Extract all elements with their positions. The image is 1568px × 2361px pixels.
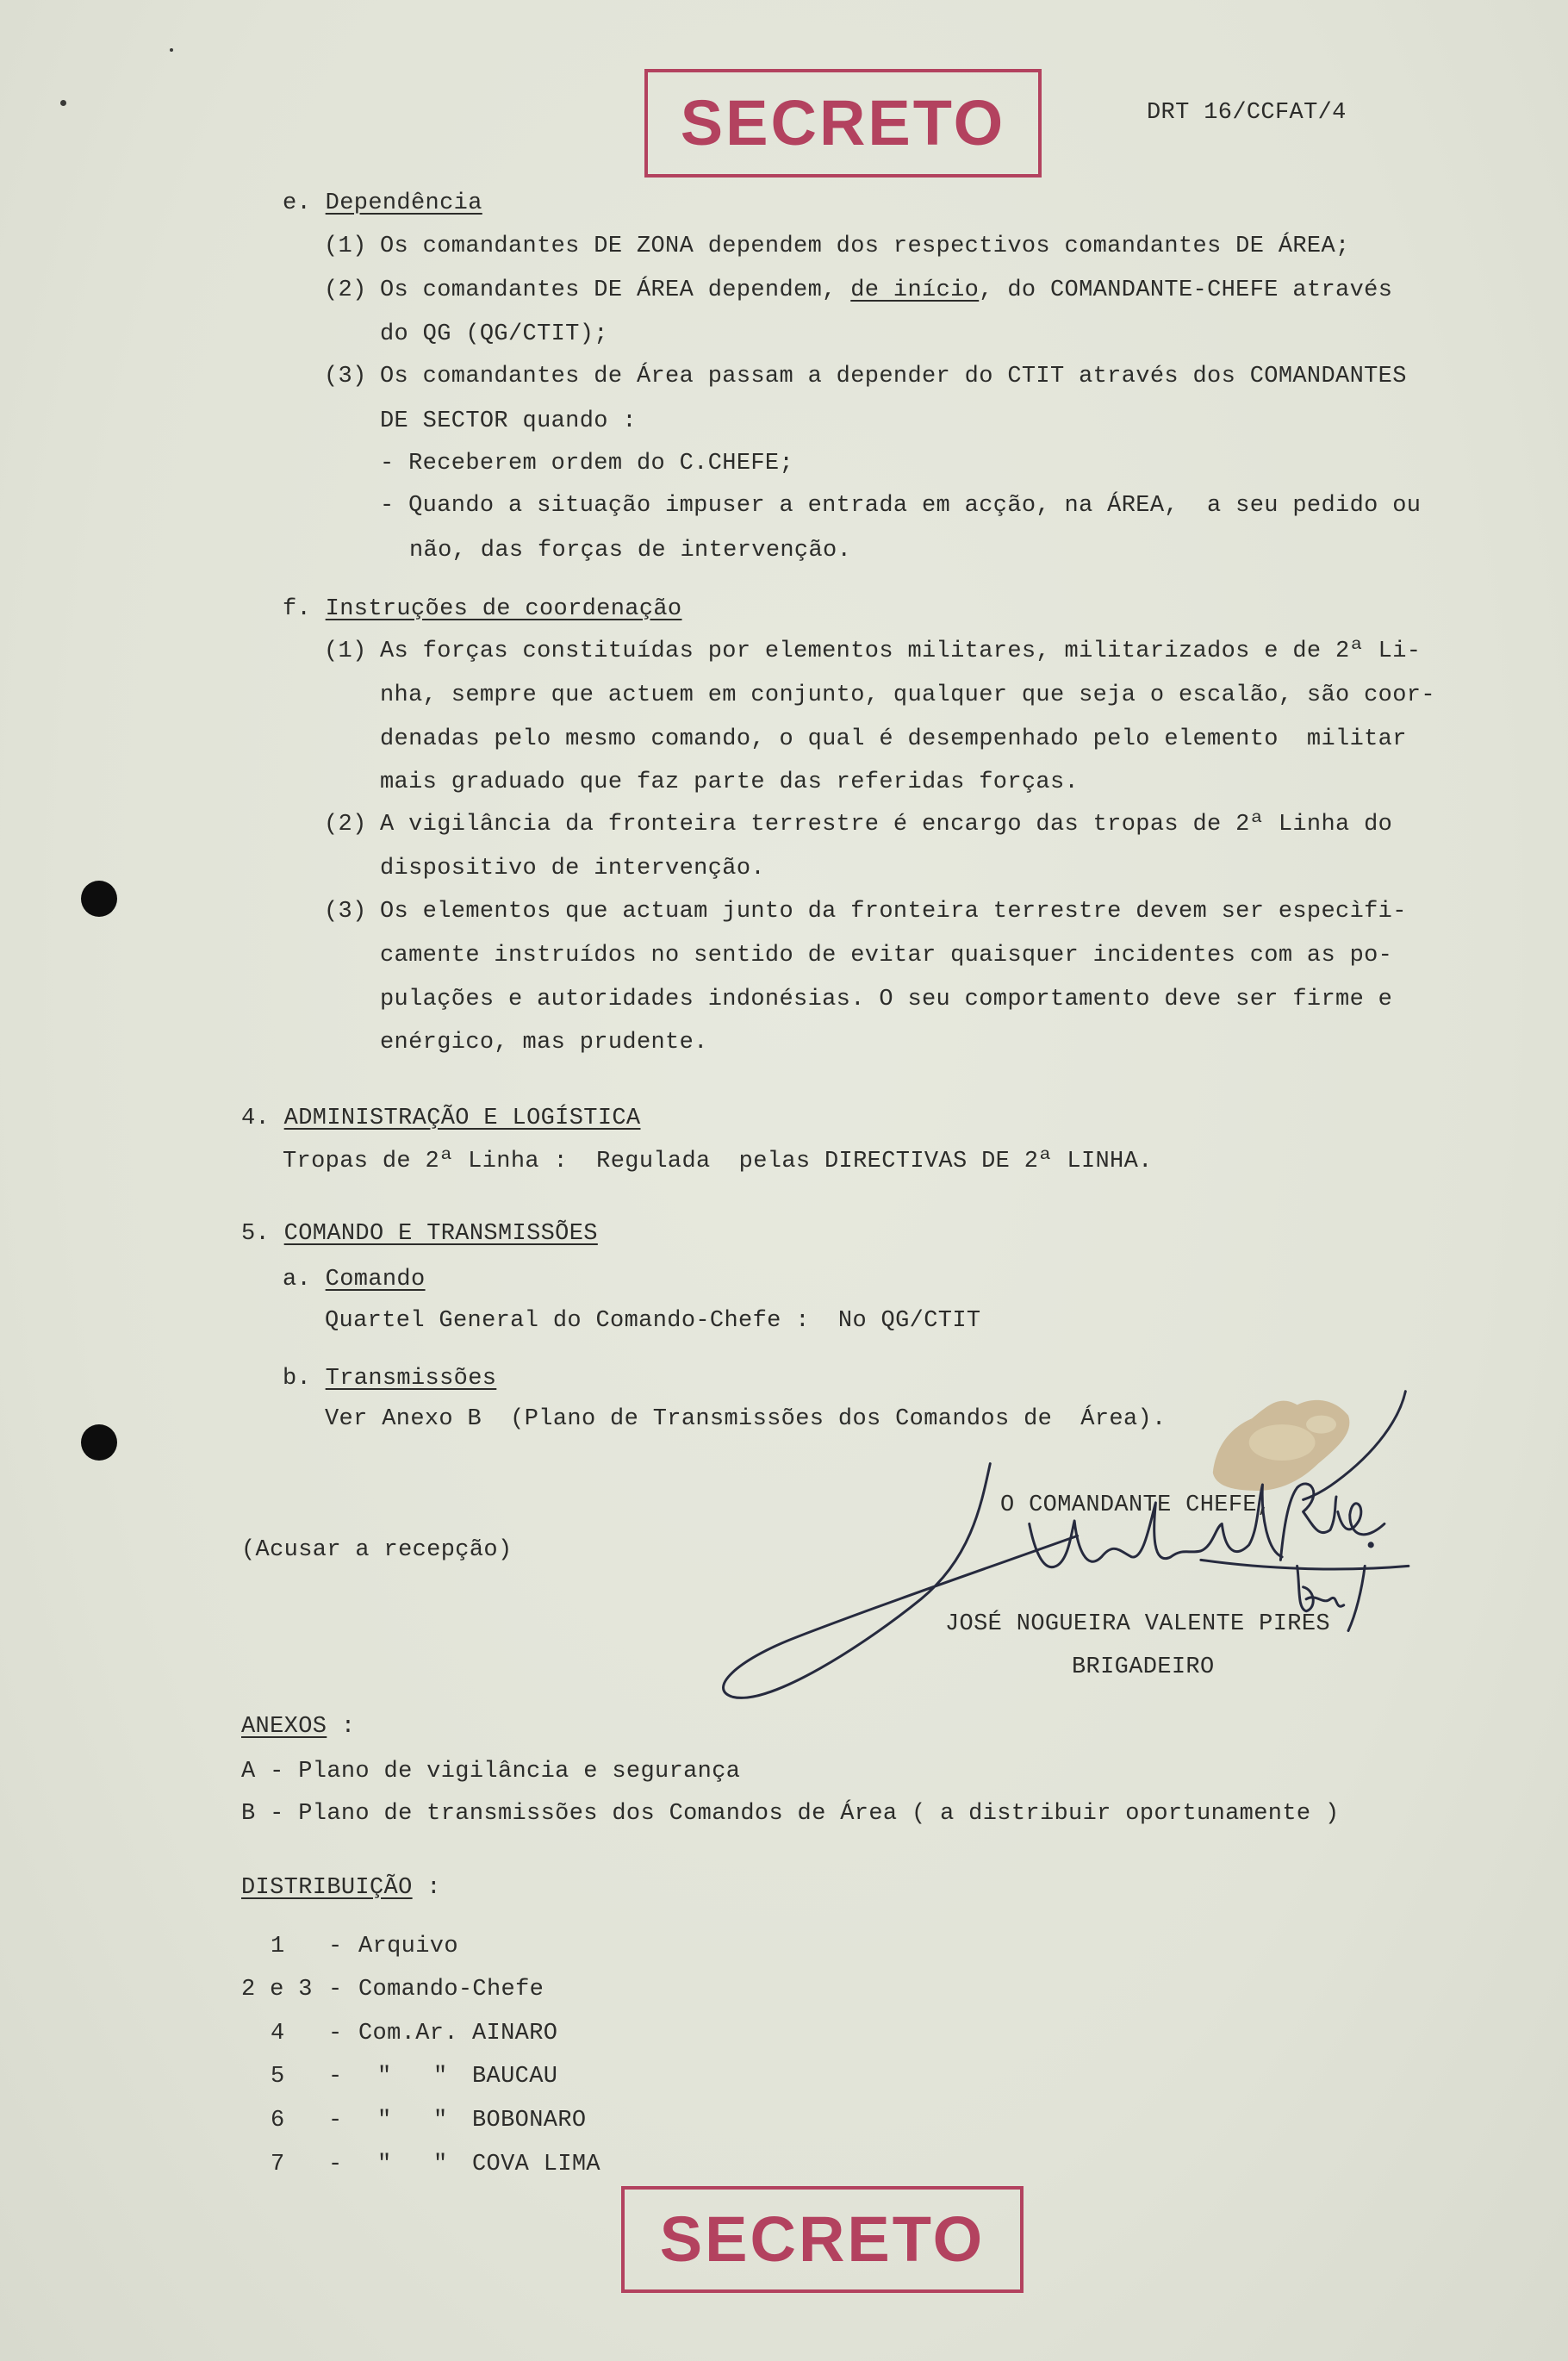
item-text: do QG (QG/CTIT); (380, 321, 608, 347)
annex-item: B - Plano de transmissões dos Comandos de Área ( a distribuir oportunamente ) (241, 1801, 1340, 1827)
copies: 6 (271, 2108, 285, 2134)
underlined-text: de início (850, 277, 980, 303)
subsection-text: Quartel General do Comando-Chefe : No QG/CTIT (325, 1308, 981, 1334)
subsection-title: Transmissões (325, 1366, 497, 1392)
section-title: Instruções de coordenação (325, 596, 682, 622)
copies: 1 (271, 1934, 285, 1959)
item-text: enérgico, mas prudente. (380, 1030, 708, 1056)
document-reference: DRT 16/CCFAT/4 (1147, 100, 1347, 126)
distribution-title: DISTRIBUIÇÃO (241, 1875, 413, 1901)
stamp-text: SECRETO (680, 87, 1006, 159)
place: BAUCAU (472, 2064, 558, 2090)
stain-highlight (1249, 1424, 1316, 1461)
item-text: camente instruídos no sentido de evitar quaisquer incidentes com as po- (380, 943, 1393, 969)
item-text: DE SECTOR quando : (380, 408, 637, 434)
item-text: dispositivo de intervenção. (380, 856, 765, 881)
text-run: , do COMANDANTE-CHEFE através (979, 277, 1393, 303)
condition-item: - Receberem ordem do C.CHEFE; (380, 451, 794, 477)
signatory-role: O COMANDANTE CHEFE, (1000, 1492, 1272, 1518)
condition-item: - Quando a situação impuser a entrada em acção, na ÁREA, a seu pedido ou (380, 493, 1422, 519)
item-text: denadas pelo mesmo comando, o qual é desempenhado pelo elemento militar (380, 726, 1407, 752)
place: BOBONARO (472, 2108, 587, 2134)
signature-stroke (1201, 1560, 1409, 1569)
ditto-mark: " (433, 2064, 448, 2090)
item-number: (1) (324, 234, 367, 259)
ditto-mark: " (377, 2108, 392, 2134)
colon: : (340, 1714, 356, 1740)
ditto-mark: " (433, 2108, 448, 2134)
item-text: mais graduado que faz parte das referidas forças. (380, 769, 1080, 795)
paper-stain (1213, 1400, 1350, 1491)
condition-item: não, das forças de intervenção. (409, 538, 852, 564)
section-title: ADMINISTRAÇÃO E LOGÍSTICA (283, 1106, 641, 1131)
item-number: (3) (324, 364, 367, 389)
copies: 5 (271, 2064, 285, 2090)
stain-highlight (1306, 1416, 1336, 1434)
dash: - (328, 2064, 343, 2090)
dash: - (328, 1934, 343, 1959)
item-text: nha, sempre que actuem em conjunto, qualquer que seja o escalão, são coor- (380, 682, 1435, 708)
item-number: (1) (324, 639, 367, 664)
signature-stroke (1297, 1566, 1366, 1630)
dash: - (328, 1977, 343, 2003)
stamp-text: SECRETO (659, 2203, 986, 2275)
section-label: 5. (241, 1221, 271, 1247)
item-text: A vigilância da fronteira terrestre é encargo das tropas de 2ª Linha do (380, 812, 1393, 838)
text-run: Os comandantes DE ÁREA dependem, (380, 277, 851, 303)
signatory-name: JOSÉ NOGUEIRA VALENTE PIRES (945, 1611, 1330, 1637)
ditto-mark: " (377, 2152, 392, 2177)
section-label: e. (283, 190, 312, 216)
item-number: (2) (324, 277, 367, 303)
section-text: Tropas de 2ª Linha : Regulada pelas DIRECTIVAS DE 2ª LINHA. (283, 1149, 1153, 1174)
item-text: Os elementos que actuam junto da fronteira terrestre devem ser especìfi- (380, 899, 1407, 925)
section-title: Dependência (325, 190, 482, 216)
ditto-mark: " (433, 2152, 448, 2177)
dash: - (328, 2021, 343, 2046)
subsection-text: Ver Anexo B (Plano de Transmissões dos Comandos de Área). (325, 1406, 1167, 1432)
item-number: (2) (324, 812, 367, 838)
item-number: (3) (324, 899, 367, 925)
signature-dot (1369, 1543, 1372, 1547)
unit: Com.Ar. (358, 2021, 458, 2046)
section-title: COMANDO E TRANSMISSÕES (283, 1221, 598, 1247)
item-text: Os comandantes DE ZONA dependem dos respectivos comandantes DE ÁREA; (380, 234, 1350, 259)
annex-item: A - Plano de vigilância e segurança (241, 1759, 741, 1785)
place: COVA LIMA (472, 2152, 600, 2177)
item-text: pulações e autoridades indonésias. O seu comportamento deve ser firme e (380, 987, 1393, 1012)
copies: 4 (271, 2021, 285, 2046)
copies: 7 (271, 2152, 285, 2177)
place: AINARO (472, 2021, 558, 2046)
recipient: Comando-Chefe (358, 1977, 544, 2003)
signature-stroke (1280, 1484, 1384, 1560)
recipient: Arquivo (358, 1934, 458, 1959)
signature-stroke (724, 1464, 1078, 1698)
section-label: 4. (241, 1106, 271, 1131)
dash: - (328, 2108, 343, 2134)
ditto-mark: " (377, 2064, 392, 2090)
subsection-label: b. (283, 1366, 312, 1392)
annexes-title: ANEXOS (241, 1714, 327, 1740)
signatory-rank: BRIGADEIRO (1072, 1654, 1215, 1680)
subsection-title: Comando (325, 1267, 426, 1293)
copies: 2 e 3 (241, 1977, 313, 2003)
item-text: Os comandantes de Área passam a depender do CTIT através dos COMANDANTES (380, 364, 1407, 389)
item-text: As forças constituídas por elementos militares, militarizados e de 2ª Li- (380, 639, 1422, 664)
acknowledgement-note: (Acusar a recepção) (241, 1537, 513, 1563)
colon: : (426, 1875, 441, 1901)
dash: - (328, 2152, 343, 2177)
section-label: f. (283, 596, 312, 622)
signature-stroke (1030, 1485, 1282, 1567)
subsection-label: a. (283, 1267, 312, 1293)
